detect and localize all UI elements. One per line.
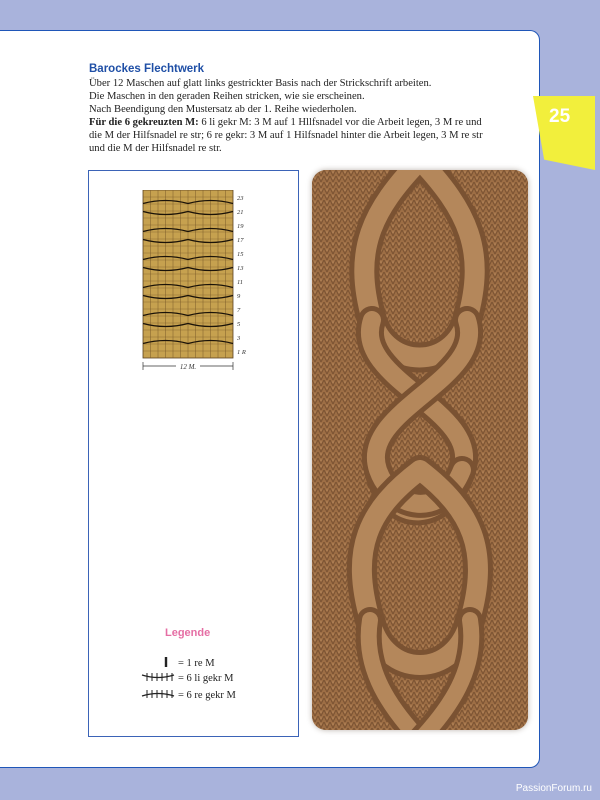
footer-watermark: PassionForum.ru bbox=[515, 783, 592, 794]
chart-row-label: 17 bbox=[237, 237, 244, 244]
chart-row-labels bbox=[236, 195, 246, 356]
legend-label-cable-left: = 6 li gekr M bbox=[178, 673, 234, 684]
chart-row-label: 7 bbox=[237, 307, 241, 314]
chart-row-label: 13 bbox=[237, 265, 244, 272]
chart-row-label: 23 bbox=[237, 195, 244, 202]
legend-label-single: = 1 re M bbox=[178, 658, 215, 669]
cable-right-icon bbox=[140, 688, 178, 703]
chart-row-label: 1 R bbox=[237, 349, 246, 356]
single-stroke-icon bbox=[140, 656, 178, 671]
knitting-chart-svg bbox=[140, 190, 260, 370]
chart-row-label: 21 bbox=[237, 209, 244, 216]
legend-item-cable-right bbox=[140, 688, 236, 702]
cross-label: Für die 6 gekreuzten M: bbox=[89, 117, 199, 128]
chart-width-label: 12 M. bbox=[179, 363, 197, 370]
chart-row-label: 19 bbox=[237, 223, 244, 230]
cable-left-icon bbox=[140, 671, 178, 686]
knitted-swatch-photo bbox=[312, 170, 528, 730]
chart-row-label: 15 bbox=[237, 251, 244, 258]
chart-row-label: 5 bbox=[237, 321, 241, 328]
article-line-2: Die Maschen in den geraden Reihen stricken, wie sie erscheinen. bbox=[89, 91, 365, 102]
legend-item-cable-left bbox=[140, 671, 234, 685]
article-cross-instructions bbox=[89, 116, 489, 155]
article-line-3: Nach Beendigung den Mustersatz ab der 1. Reihe wiederholen. bbox=[89, 104, 357, 115]
legend-item-single bbox=[140, 656, 215, 670]
article-line-1: Über 12 Maschen auf glatt links gestrickter Basis nach der Strickschrift arbeiten. bbox=[89, 78, 432, 89]
article-title: Barockes Flechtwerk bbox=[89, 63, 205, 75]
chart-row-label: 11 bbox=[237, 279, 244, 286]
legend-title: Legende bbox=[165, 627, 211, 639]
knitting-chart bbox=[140, 190, 260, 370]
cross-text: 6 li gekr M: 3 M auf 1 Hllfsnadel vor die Arbeit legen, 3 M re und die M der Hilfsnadel re str; 6 re gekr: 3 M auf 1 Hilfsnadel hinter die Arbeit legen, 3 M re str und die M der Hilfsnadel re str. bbox=[89, 117, 483, 154]
chart-row-label: 3 bbox=[237, 335, 241, 342]
page-number: 25 bbox=[549, 106, 571, 127]
chart-row-label: 9 bbox=[237, 293, 241, 300]
knitted-swatch-illustration bbox=[312, 170, 528, 730]
article-text bbox=[89, 63, 489, 155]
legend-label-cable-right: = 6 re gekr M bbox=[178, 690, 236, 701]
